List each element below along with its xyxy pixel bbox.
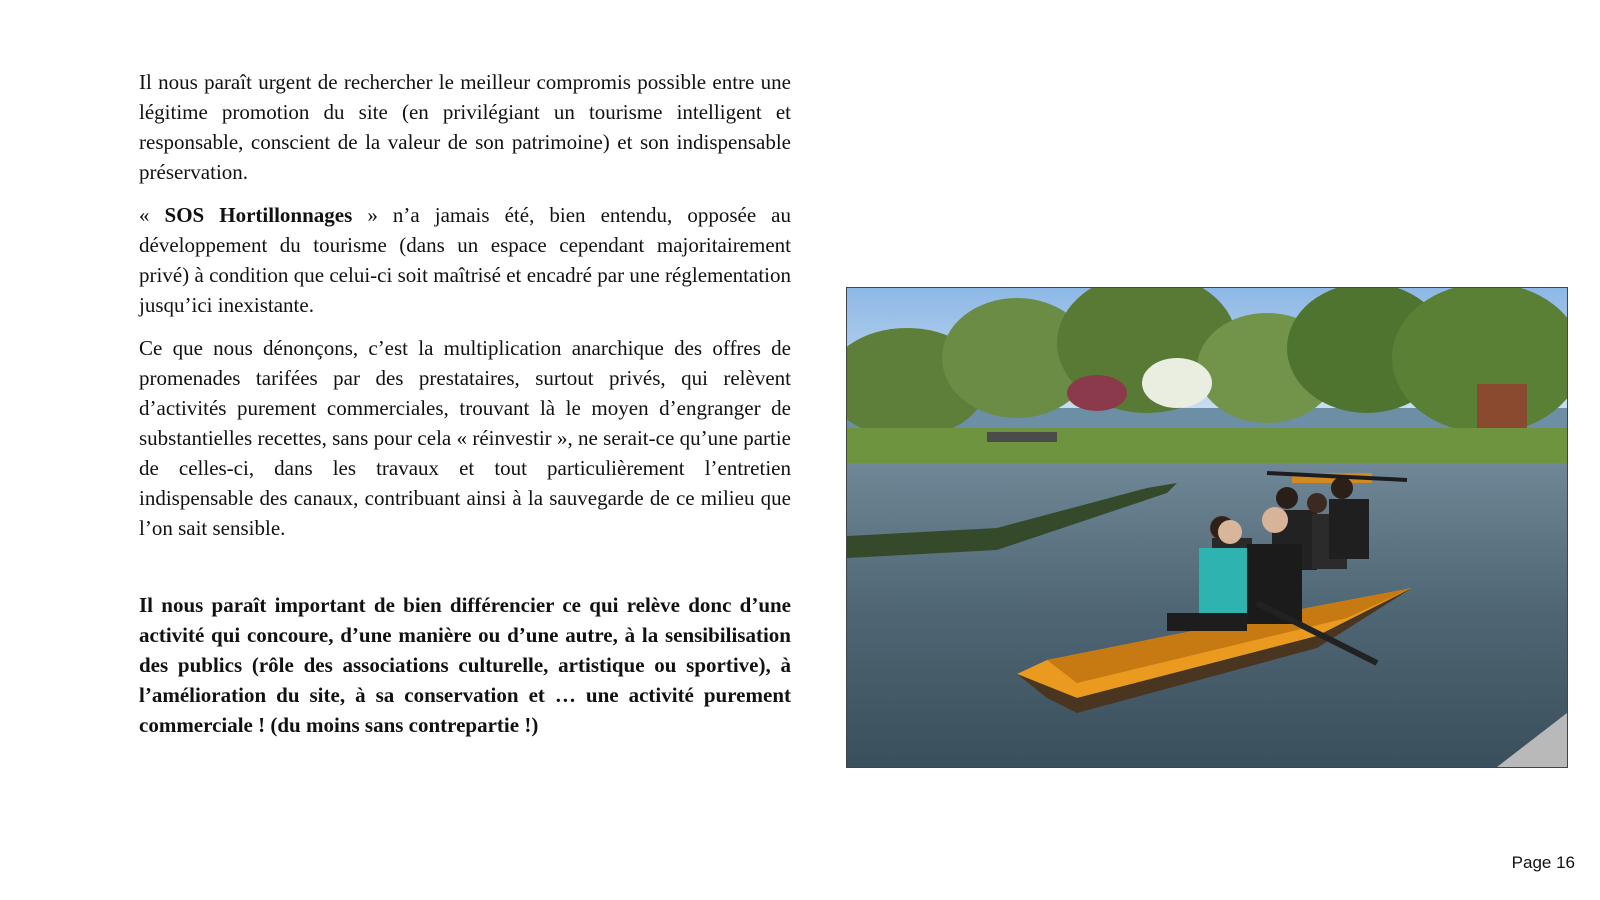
open-quote: « xyxy=(139,203,165,227)
organization-name: SOS Hortillonnages xyxy=(164,203,353,227)
paragraph-sos-position-text: » n’a jamais été, bien entendu, opposée au développement du tourisme (dans un espace cependant majoritairement privé) à condition que celui-ci soit maîtrisé et encadré par une réglementation jusqu’ici inexistante. xyxy=(139,203,792,317)
paragraph-denunciation: Ce que nous dénonçons, c’est la multiplication anarchique des offres de promenades tarifées par des prestataires, surtout privés, qui relèvent d’activités purement commerciales, trouvant là le moyen d’engranger de substantielles recettes, sans pour cela « réinvestir », ne serait-ce qu’une partie de celles-ci, dans les travaux et tout particulièrement l’entretien indispensable des canaux, contribuant ainsi à la sauvegarde de ce milieu que l’on sait sensible. xyxy=(139,336,791,540)
paragraph-sos-position xyxy=(139,200,791,320)
paragraph-conclusion-bold: Il nous paraît important de bien différencier ce qui relève donc d’une activité qui concoure, d’une manière ou d’une autre, à la sensibilisation des publics (rôle des associations culturelle, artistique ou sportive), à l’amélioration du site, à sa conservation et … une activité purement commerciale ! (du moins sans contrepartie !) xyxy=(139,593,791,737)
body-text xyxy=(139,67,791,753)
boat-photo-illustration xyxy=(847,288,1567,767)
page-number: Page 16 xyxy=(1511,853,1575,872)
boat-photo xyxy=(846,287,1568,768)
paragraph-compromise: Il nous paraît urgent de rechercher le meilleur compromis possible entre une légitime promotion du site (en privilégiant un tourisme intelligent et responsable, conscient de la valeur de son patrimoine) et son indispensable préservation. xyxy=(139,70,791,184)
distant-boat-1 xyxy=(987,432,1057,442)
